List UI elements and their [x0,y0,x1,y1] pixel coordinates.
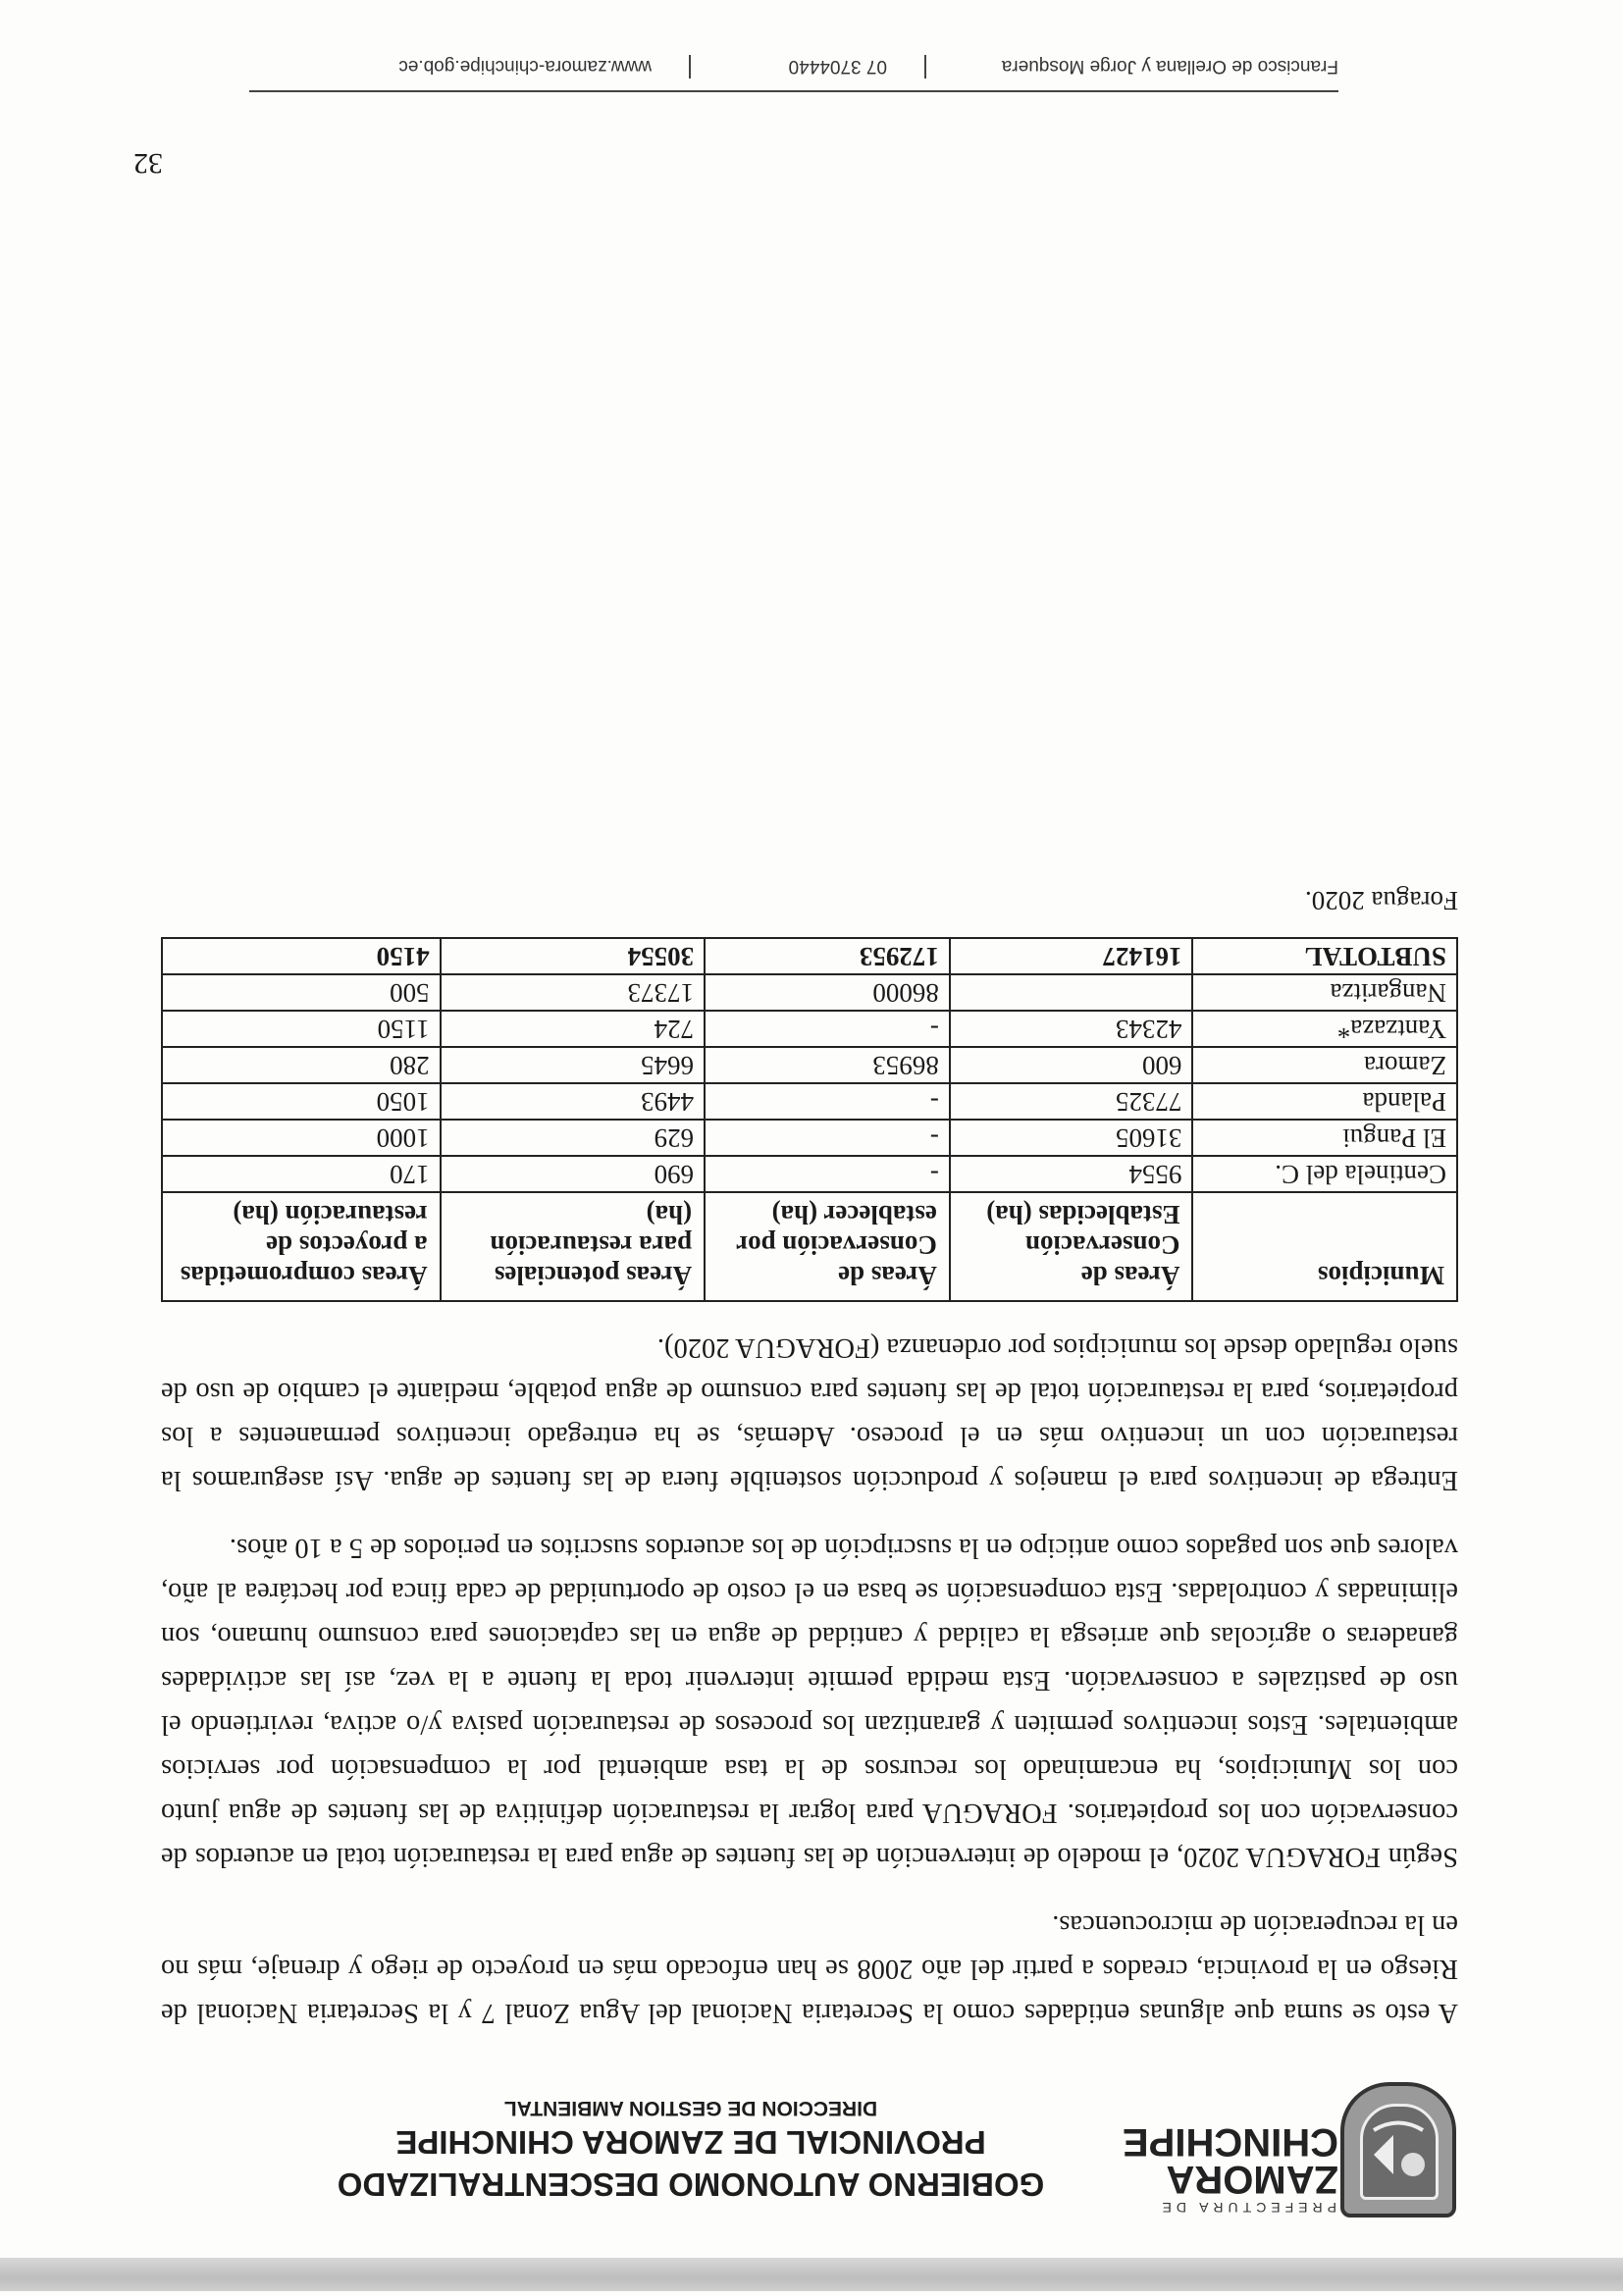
table-row [162,1083,1457,1120]
table-header-row [162,1192,1457,1301]
brand-line-1: ZAMORA [1166,2158,1338,2201]
header-band [0,2258,1623,2291]
cell-potential: 629 [441,1120,706,1156]
letterhead [181,2051,1456,2218]
table-row [162,1011,1457,1047]
cell-potential: 4493 [441,1083,706,1120]
cell-established: 77325 [950,1083,1193,1120]
cell-committed: 280 [162,1047,441,1083]
cell-established: 9554 [950,1156,1193,1192]
column-header-potential: Áreas potenciales para restauración (ha) [441,1192,706,1301]
cell-committed: 1000 [162,1120,441,1156]
footer-separator [689,55,691,78]
paragraph: Entrega de incentivos para el manejos y producción sostenible fuera de las fuentes de agua. Así aseguramos la restauración con un incentivo más en el proceso. Además, se ha entregado incentivos permanentes a los propietarios, para la restauración total de las fuentes para consumo de agua potable, mediante el cambio de uso de suelo regulado desde los municipios por ordenanza (FORAGUA 2020). [161,1332,1458,1495]
prefecture-crest-logo [1340,2082,1456,2218]
cell-established: 600 [950,1047,1193,1083]
cell-municipio: Centinela del C. [1193,1156,1458,1192]
brand-prefix: PREFECTURA DE [1157,2200,1336,2216]
cell-municipio: Nangaritza [1193,974,1458,1011]
cell-potential: 17373 [441,974,706,1011]
footer-divider [249,90,1338,92]
column-header-municipios: Municipios [1193,1192,1458,1301]
department-subtitle: DIRECCION DE GESTION AMBIENTAL [503,2097,878,2119]
footer-separator [924,55,926,78]
footer-phone: 07 3704440 [788,56,887,77]
cell-committed: 170 [162,1156,441,1192]
paragraph: Según FORAGUA 2020, el modelo de intervención de las fuentes de agua para la restauración total en acuerdos de conservación con los propietarios. FORAGUA para lograr la restauración definitiva de las fuentes de agua junto con los Municipios, ha encaminado los recursos de la tasa ambiental por la compensación por servicios ambientales. Estos incentivos permiten y garantizan los procesos de restauración pasiva y/o activa, revirtiendo el uso de pastizales a conservación. Esta medida permite intervenir toda la fuente a la vez, así las actividades ganaderas o agrícolas que arriesga la calidad y cantidad de agua en las captaciones para consumo humano, son eliminadas y controladas. Esta compensación se basa en el costo de oportunidad de cada finca por hectárea al año, valores que son pagados como anticipo en la suscripción de los acuerdos suscritos en periodos de 5 a 10 años. [161,1533,1458,1872]
brand-line-2: CHINCHIPE [1122,2120,1338,2164]
cell-to-establish: - [705,1011,950,1047]
cell-established: 42343 [950,1011,1193,1047]
cell-to-establish: 86000 [705,974,950,1011]
table-source: Foragua 2020. [1305,886,1458,915]
government-title-line-2: PROVINCIAL DE ZAMORA CHINCHIPE [395,2124,986,2161]
table-row [162,974,1457,1011]
column-header-to-establish: Áreas de Conservación por establecer (ha) [705,1192,950,1301]
cell-to-establish: 86953 [705,1047,950,1083]
cell-municipio: Yantzaza* [1193,1011,1458,1047]
table-subtotal-row [162,938,1457,974]
cell-municipio: Palanda [1193,1083,1458,1120]
cell-committed: 1150 [162,1011,441,1047]
footer-address: Francisco de Orellana y Jorge Mosquera [1001,56,1338,77]
cell-to-establish: - [705,1156,950,1192]
government-title [249,2121,1132,2206]
brand-name [1122,2120,1338,2201]
cell-subtotal-potential: 30554 [441,938,706,974]
cell-potential: 690 [441,1156,706,1192]
cell-potential: 6645 [441,1047,706,1083]
table-row [162,1120,1457,1156]
cell-subtotal-committed: 4150 [162,938,441,974]
cell-to-establish: - [705,1120,950,1156]
paragraph: A esto se suma que algunas entidades como la Secretaria Nacional del Agua Zonal 7 y la Secretaria Nacional de Riesgo en la provincia, creados a partir del año 2008 se han enfocado más en proyecto de riego y drenaje, más no en la recuperación de microcuencas. [161,1909,1458,2028]
table-row [162,1047,1457,1083]
table-row [162,1156,1457,1192]
cell-municipio: El Pangui [1193,1120,1458,1156]
cell-potential: 724 [441,1011,706,1047]
column-header-established: Áreas de Conservación Establecidas (ha) [950,1192,1193,1301]
cell-established [950,974,1193,1011]
cell-to-establish: - [705,1083,950,1120]
cell-committed: 1050 [162,1083,441,1120]
cell-committed: 500 [162,974,441,1011]
government-title-line-1: GOBIERNO AUTONOMO DESCENTRALIZADO [337,2166,1045,2203]
conservation-areas-table [161,937,1458,1302]
cell-established: 31605 [950,1120,1193,1156]
body-content [161,885,1458,2035]
cell-subtotal-label: SUBTOTAL [1193,938,1458,974]
cell-municipio: Zamora [1193,1047,1458,1083]
cell-subtotal-established: 161427 [950,938,1193,974]
page-number: 32 [133,147,163,180]
column-header-committed: Áreas comprometidas a proyectos de restauración (ha) [162,1192,441,1301]
cell-subtotal-to-establish: 172953 [705,938,950,974]
footer-website: www.zamora-chinchipe.gob.ec [398,56,652,77]
